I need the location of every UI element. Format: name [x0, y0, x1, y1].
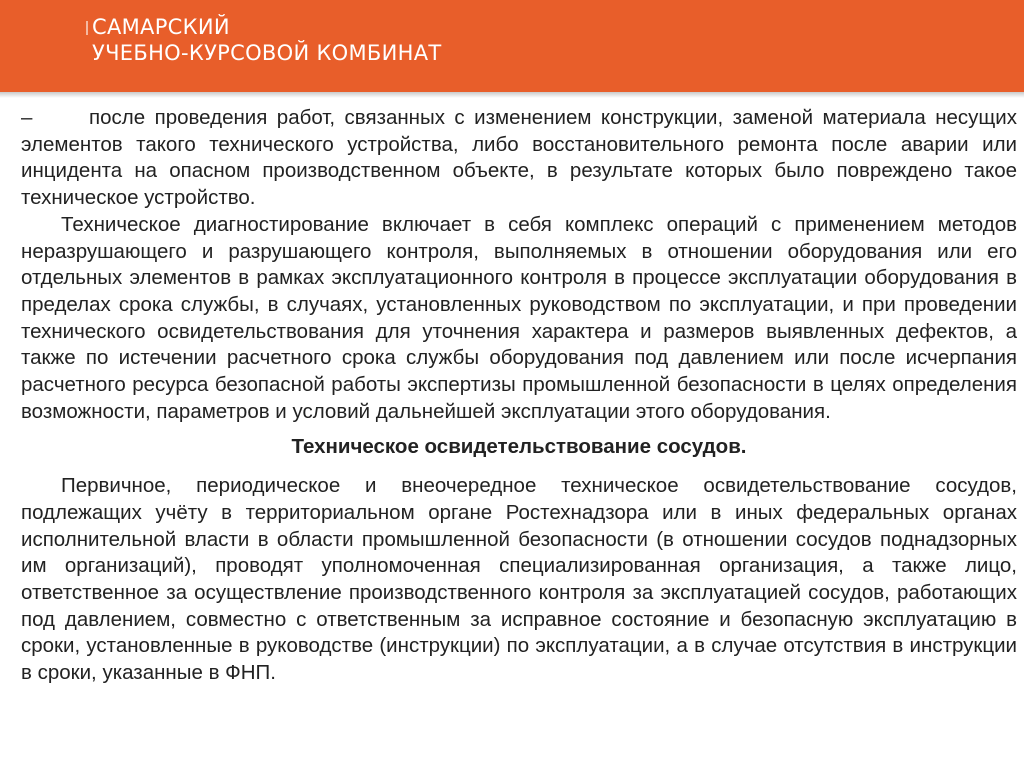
- document-body: [21, 105, 1017, 687]
- paragraph-dash-item: – после проведения работ, связанных с изменением конструкции, заменой материала несущих элементов такого технического устройства, либо восстановительного ремонта после аварии или инцидента на опасном производственном объекте, в результате которых было повреждено такое техническое устройство.: [21, 106, 1017, 210]
- paragraph-diagnostics: Техническое диагностирование включает в себя комплекс операций с применением методов неразрушающего и разрушающего контроля, выполняемых в отношении оборудования или его отдельных элементов в рамках эксплуатационного контроля в процессе эксплуатации оборудования в пределах срока службы, в случаях, установленных руководством по эксплуатации, и при проведении технического освидетельствования для уточнения характера и размеров выявленных дефектов, а также по истечении расчетного срока службы оборудования под давлением или после исчерпания расчетного ресурса безопасной работы экспертизы промышленной безопасности в целях определения возможности, параметров и условий дальнейшей эксплуатации этого оборудования.: [21, 212, 1017, 423]
- brand-mark: [86, 21, 88, 35]
- brand-line-2: УЧЕБНО-КУРСОВОЙ КОМБИНАТ: [92, 41, 442, 65]
- brand-line-1: САМАРСКИЙ: [92, 15, 230, 39]
- header-shadow: [0, 92, 1024, 98]
- paragraph-inspection: Первичное, периодическое и внеочередное техническое освидетельствование сосудов, подлежащих учёту в территориальном органе Ростехнадзора или в иных федеральных органах исполнительной власти в области промышленной безопасности (в отношении сосудов поднадзорных им организаций), проводят уполномоченная специализированная организация, а также лицо, ответственное за осуществление производственного контроля за эксплуатацией сосудов, работающих под давлением, совместно с ответственным за исправное состояние и безопасную эксплуатацию в сроки, установленные в руководстве (инструкции) по эксплуатации, а в случае отсутствия в инструкции в сроки, указанные в ФНП.: [21, 474, 1017, 685]
- section-heading: Техническое освидетельствование сосудов.: [291, 435, 747, 459]
- header-band: [0, 0, 1024, 92]
- brand-name: [92, 14, 442, 66]
